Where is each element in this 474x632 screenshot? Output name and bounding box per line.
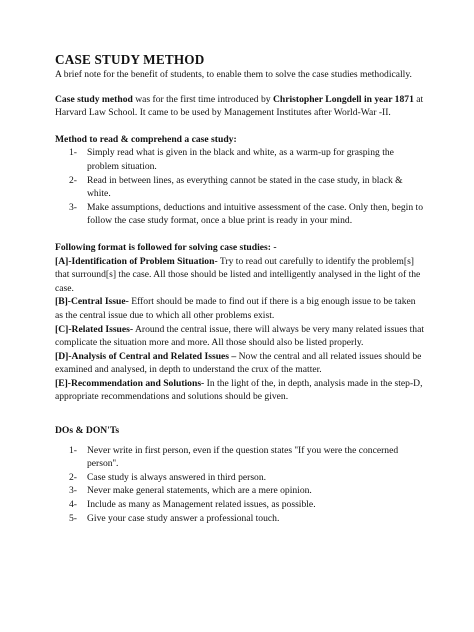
intro-term: Case study method <box>55 93 133 105</box>
format-item-text: Around the central issue, there will always be very many related issues that complicate the situation more and more. All those should also be listed properly. <box>55 323 425 349</box>
dos-item <box>55 512 424 526</box>
method-item-number: 2- <box>69 174 77 186</box>
method-item <box>55 146 424 173</box>
dos-item-text: Give your case study answer a professional touch. <box>87 512 280 524</box>
format-item-text: In the light of the, in depth, analysis made in the step-D, appropriate recommendations and solutions should be given. <box>55 377 423 403</box>
dos-item-text: Include as many as Management related issues, as possible. <box>87 499 316 511</box>
dos-item-text: Never make general statements, which are a mere opinion. <box>87 485 312 497</box>
intro-mid: was for the first time introduced by <box>132 93 273 105</box>
dos-item <box>55 498 424 512</box>
dos-heading: DOs & DON'Ts <box>55 425 120 437</box>
dos-item-number: 2- <box>69 471 77 483</box>
dos-item-number: 1- <box>69 444 77 456</box>
format-item <box>55 323 424 350</box>
format-item <box>55 295 424 322</box>
format-item-label: [D]-Analysis of Central and Related Issues – <box>55 350 237 362</box>
format-item <box>55 350 424 377</box>
method-list <box>55 146 424 228</box>
format-list <box>55 255 424 405</box>
format-item-text: Effort should be made to find out if there is a big enough issue to be taken as the central issue due to which all other problems exist. <box>55 296 416 321</box>
dos-item <box>55 471 424 485</box>
method-item-text: Simply read what is given in the black and white, as a warm-up for grasping the problem situation. <box>87 147 394 172</box>
intro-paragraph <box>55 93 424 120</box>
dos-item-text: Case study is always answered in third person. <box>87 471 267 483</box>
document-title: CASE STUDY METHOD <box>55 52 205 67</box>
format-heading: Following format is followed for solving case studies: - <box>55 241 277 253</box>
dos-item <box>55 444 424 471</box>
format-item-label: [C]-Related Issues- <box>55 323 134 335</box>
method-item <box>55 201 424 228</box>
document-subtitle: A brief note for the benefit of students, to enable them to solve the case studies methodically. <box>55 69 412 80</box>
format-item-label: [B]-Central Issue- <box>55 296 129 308</box>
method-item-text: Read in between lines, as everything cannot be stated in the case study, in black & white. <box>87 174 403 200</box>
method-heading: Method to read & comprehend a case study: <box>55 133 237 145</box>
format-item <box>55 255 424 296</box>
intro-rest: at Harvard Law School. It came to be used by Management Institutes after World-War -II. <box>55 93 424 119</box>
dos-item-number: 5- <box>69 512 77 524</box>
method-item-text: Make assumptions, deductions and intuitive assessment of the case. Only then, begin to follow the case study format, once a blue print is ready in your mind. <box>87 201 423 227</box>
method-item-number: 1- <box>69 147 77 159</box>
format-item-label: [E]-Recommendation and Solutions- <box>55 377 205 389</box>
dos-item-text: Never write in first person, even if the question states ''If you were the concerned person''. <box>87 444 399 470</box>
method-item-number: 3- <box>69 201 77 213</box>
intro-person: Christopher Longdell in year 1871 <box>272 93 414 105</box>
dos-item-number: 4- <box>69 499 77 511</box>
format-item-text: Now the central and all related issues should be examined and analysed, in depth to understand the crux of the matter. <box>55 350 422 376</box>
format-item-text: Try to read out carefully to identify the problem[s] that surround[s] the case. All those should be listed and intelligently analysed in the light of the case. <box>55 255 421 294</box>
format-item-label: [A]-Identification of Problem Situation- <box>55 255 218 267</box>
dos-list <box>55 444 424 526</box>
format-item <box>55 377 424 404</box>
method-item <box>55 174 424 201</box>
dos-item <box>55 484 424 498</box>
dos-item-number: 3- <box>69 485 77 497</box>
